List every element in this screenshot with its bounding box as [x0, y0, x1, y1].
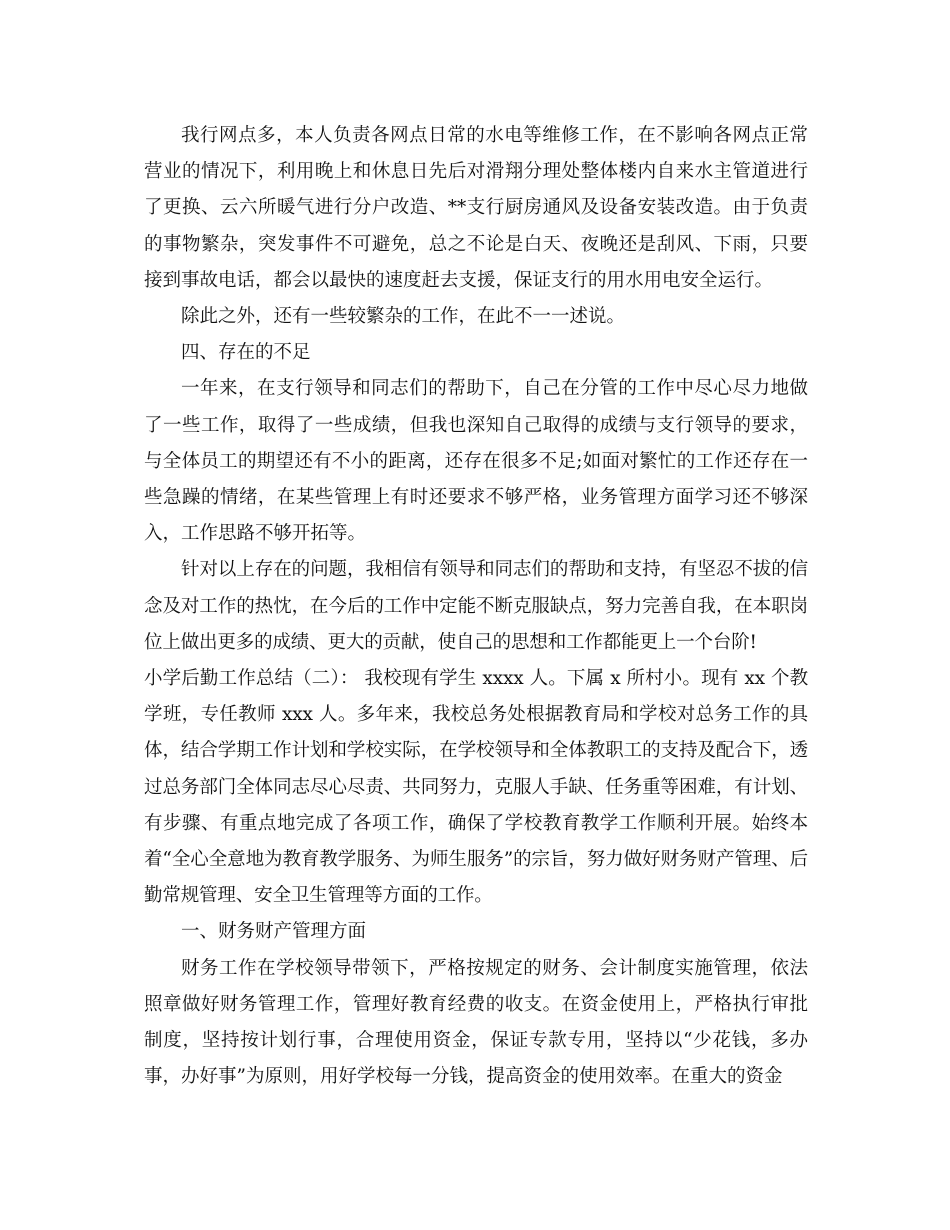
- section-heading-shortcomings: 四、存在的不足: [181, 342, 311, 364]
- section-heading-finance: 一、财务财产管理方面: [181, 921, 367, 943]
- paragraph-shortcomings: 一年来，在支行领导和同志们的帮助下，自己在分管的工作中尽心尽力地做了一些工作，取得了一些成绩，但我也深知自己取得的成绩与支行领导的要求，与全体员工的期望还有不小的距离，还存在很多不足;如面对繁忙的工作还存在一些急躁的情绪，在某些管理上有时还要求不够严格，业务管理方面学习还不够深入，工作思路不够开拓等。: [144, 378, 808, 545]
- paragraph-other-work: 除此之外，还有一些较繁杂的工作，在此不一一述说。: [181, 306, 626, 328]
- document-body: [144, 118, 808, 1095]
- paragraph-school-summary: 小学后勤工作总结（二）： 我校现有学生 xxxx 人。下属 x 所村小。现有 xx 个教学班，专任教师 xxx 人。多年来，我校总务处根据教育局和学校对总务工作的具体，结合学期工作计划和学校实际，在学校领导和全体教职工的支持及配合下，透过总务部门全体同志尽心尽责、共同努力，克服人手缺、任务重等困难，有计划、有步骤、有重点地完成了各项工作，确保了学校教育教学工作顺利开展。始终本着“全心全意地为教育教学服务、为师生服务”的宗旨，努力做好财务财产管理、后勤常规管理、安全卫生管理等方面的工作。: [144, 668, 808, 907]
- paragraph-finance: 财务工作在学校领导带领下，严格按规定的财务、会计制度实施管理，依法照章做好财务管理工作，管理好教育经费的收支。在资金使用上，严格执行审批制度，坚持按计划行事，合理使用资金，保证专款专用，坚持以“少花钱，多办事，办好事”为原则，用好学校每一分钱，提高资金的使用效率。在重大的资金: [144, 957, 808, 1088]
- paragraph-improvement: 针对以上存在的问题，我相信有领导和同志们的帮助和支持，有坚忍不拔的信念及对工作的热忱，在今后的工作中定能不断克服缺点，努力完善自我，在本职岗位上做出更多的成绩、更大的贡献，使自己的思想和工作都能更上一个台阶!: [144, 559, 808, 653]
- paragraph-maintenance: 我行网点多，本人负责各网点日常的水电等维修工作，在不影响各网点正常营业的情况下，利用晚上和休息日先后对滑翔分理处整体楼内自来水主管道进行了更换、云六所暖气进行分户改造、**支行厨房通风及设备安装改造。由于负责的事物繁杂，突发事件不可避免，总之不论是白天、夜晚还是刮风、下雨，只要接到事故电话，都会以最快的速度赶去支援，保证支行的用水用电安全运行。: [144, 125, 808, 291]
